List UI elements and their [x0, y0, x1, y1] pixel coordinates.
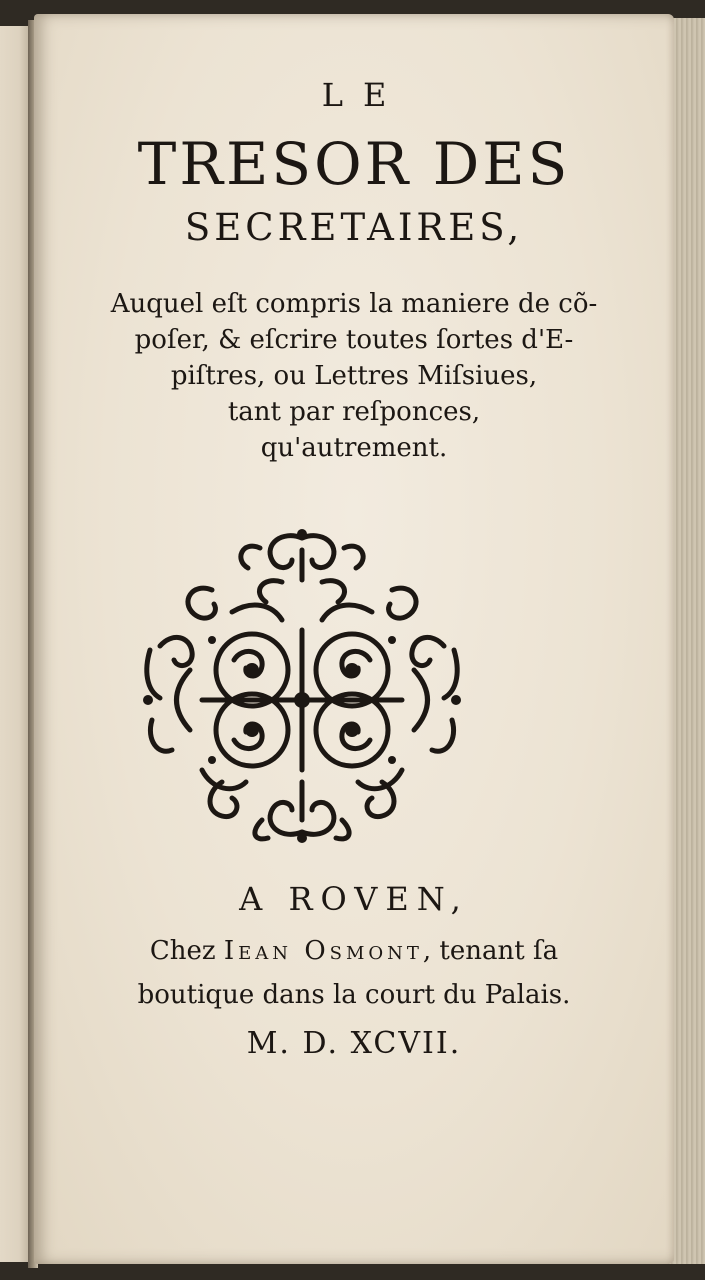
subtitle: [54, 286, 654, 466]
printer-ornament-icon: [142, 520, 462, 850]
imprint-chez: Chez: [149, 936, 224, 966]
imprint-tenant: , tenant ſa: [422, 936, 559, 966]
imprint-printer-name: Iean Osmont: [223, 936, 423, 966]
title-line-secretaires: SECRETAIRES,: [184, 206, 524, 249]
title-line-le: LE: [321, 76, 407, 114]
subtitle-line: qu'autrement.: [260, 433, 448, 463]
title-line-tresor: TRESOR DES: [137, 130, 571, 198]
imprint-printer-line: [44, 936, 664, 966]
imprint-date: M. D. XCVII.: [246, 1026, 462, 1061]
subtitle-line: tant par reſponces,: [227, 397, 481, 427]
imprint-shop-line: boutique dans la court du Palais.: [137, 980, 571, 1010]
title-page: [34, 14, 674, 1264]
subtitle-line: Auquel eſt compris la maniere de cõ-: [110, 289, 598, 319]
subtitle-line: poſer, & eſcrire toutes ſortes d'E-: [134, 325, 574, 355]
subtitle-line: piſtres, ou Lettres Miſsiues,: [170, 361, 538, 391]
imprint-place: A ROVEN,: [239, 880, 469, 918]
